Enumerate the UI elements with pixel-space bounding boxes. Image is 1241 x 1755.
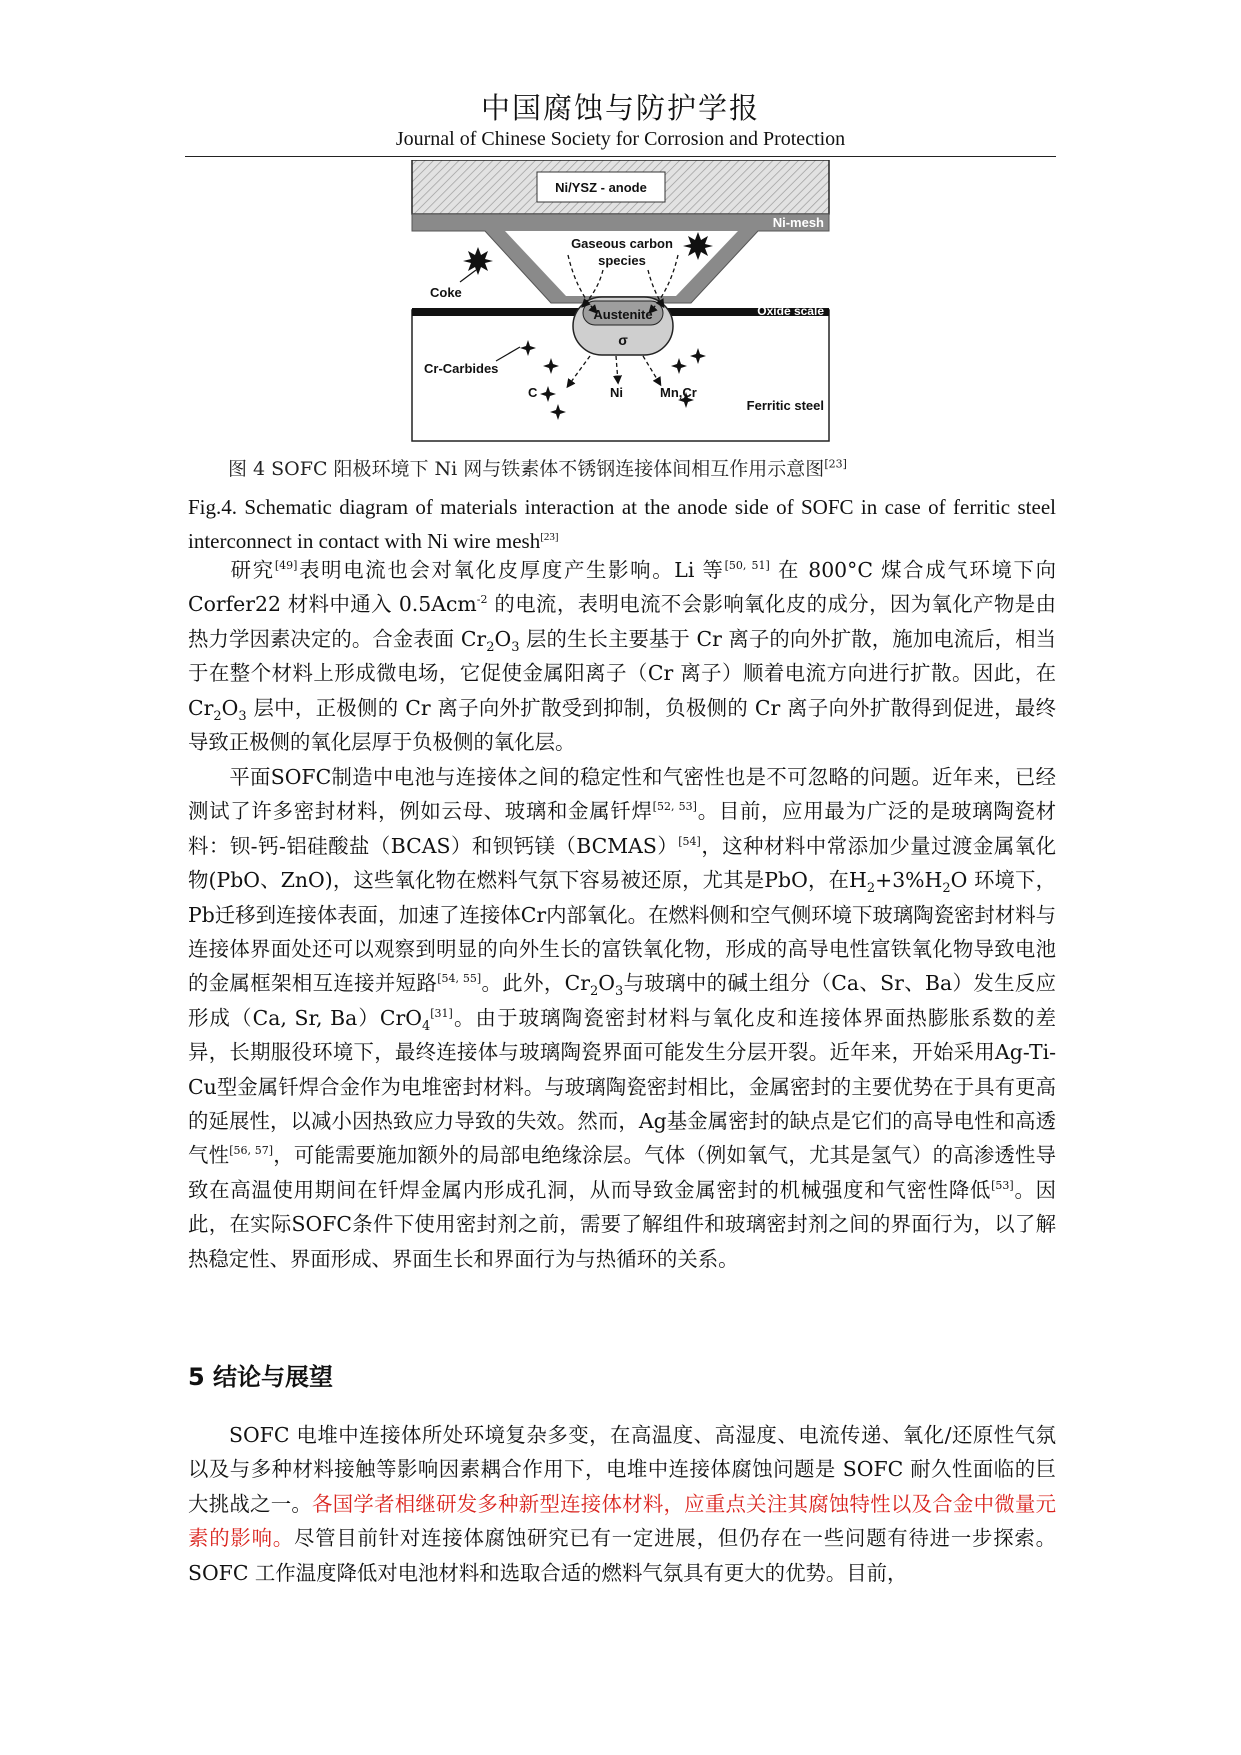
species-label: species	[598, 253, 646, 268]
anode-label: Ni/YSZ - anode	[555, 180, 647, 195]
c-label: C	[528, 385, 538, 400]
coke-starburst-left	[463, 247, 493, 275]
gaseous-carbon-label: Gaseous carbon	[571, 236, 673, 251]
mn-cr-label: Mn,Cr	[660, 385, 697, 400]
figure-4-schematic	[408, 160, 833, 445]
caption-cn-ref: [23]	[824, 457, 847, 471]
figure-caption-cn	[228, 454, 847, 481]
citation: [31]	[430, 1007, 453, 1021]
paragraph-1: 研究[49]表明电流也会对氧化皮厚度产生影响。Li 等[50, 51] 在 800°C 煤合成气环境下向 Corfer22 材料中通入 0.5Acm$^{-2}$ 的电流，表明电流不会影响氧化皮的成分，因为氧化产物是由热力学因素决定的。合金表面 $Cr_2O_3$ 层的生长主要基于 Cr 离子的向外扩散，施加电流后，相当于在整个材料上形成微电场，它促使金属阳离子（Cr 离子）顺着电流方向进行扩散。因此，在 $Cr_2O_3$ 层中，正极侧的 Cr 离子向外扩散受到抑制，负极侧的 Cr 离子向外扩散得到促进，最终导致正极侧的氧化层厚于负极侧的氧化层。	[188, 558, 1056, 755]
citation: [50, 51]	[724, 559, 770, 573]
citation: [54, 55]	[437, 972, 482, 986]
journal-title-cn: 中国腐蚀与防护学报	[480, 91, 760, 125]
coke-label: Coke	[430, 285, 462, 300]
citation: [56, 57]	[229, 1144, 274, 1158]
citation: [53]	[991, 1179, 1014, 1193]
figure-caption-en	[188, 490, 1056, 558]
highlighted-sentence: 各国学者相继研发多种新型连接体材料，应重点关注其腐蚀特性以及合金中微量元素的影响。	[188, 1491, 1057, 1551]
ni-mesh-label: Ni-mesh	[772, 215, 824, 230]
oxide-scale-label: Oxide scale	[757, 304, 824, 318]
citation: [49]	[274, 559, 298, 573]
austenite-label: Austenite	[593, 307, 653, 322]
citation: [54]	[678, 835, 701, 849]
paragraph-2: 平面SOFC制造中电池与连接体之间的稳定性和气密性也是不可忽略的问题。近年来，已经测试了许多密封材料，例如云母、玻璃和金属钎焊[52, 53]。目前，应用最为广泛的是玻璃陶瓷材料：钡-钙-铝硅酸盐（BCAS）和钡钙镁（BCMAS）[54]，这种材料中常添加少量过渡金属氧化物(PbO、ZnO)，这些氧化物在燃料气氛下容易被还原，尤其是PbO，在$H_2+3\%H_2O$ 环境下，Pb迁移到连接体表面，加速了连接体Cr内部氧化。在燃料侧和空气侧环境下玻璃陶瓷密封材料与连接体界面处还可以观察到明显的向外生长的富铁氧化物，形成的高导电性富铁氧化物导致电池的金属框架相互连接并短路[54, 55]。此外，$Cr_2O_3$与玻璃中的碱土组分（Ca、Sr、Ba）发生反应形成（Ca, Sr, Ba）CrO$_4$[31]。由于玻璃陶瓷密封材料与氧化皮和连接体界面热膨胀系数的差异，长期服役环境下，最终连接体与玻璃陶瓷界面可能发生分层开裂。近年来，开始采用Ag-Ti-Cu型金属钎焊合金作为电堆密封材料。与玻璃陶瓷密封相比，金属密封的主要优势在于具有更高的延展性，以减小因热致应力导致的失效。然而，Ag基金属密封的缺点是它们的高导电性和高透气性[56, 57]，可能需要施加额外的局部电绝缘涂层。气体（例如氧气，尤其是氢气）的高渗透性导致在高温使用期间在钎焊金属内形成孔洞，从而导致金属密封的机械强度和气密性降低[53]。因此，在实际SOFC条件下使用密封剂之前，需要了解组件和玻璃密封剂之间的界面行为，以了解热稳定性、界面形成、界面生长和界面行为与热循环的关系。	[188, 765, 1057, 1271]
ferritic-steel-label: Ferritic steel	[746, 398, 824, 413]
header-rule	[185, 156, 1056, 157]
citation: [52, 53]	[652, 800, 697, 814]
caption-en-ref: [23]	[540, 531, 559, 543]
section-5-heading: 5 结论与展望	[188, 1363, 334, 1391]
journal-title-en: Journal of Chinese Society for Corrosion and Protection	[395, 128, 846, 150]
paragraph-3: SOFC 电堆中连接体所处环境复杂多变，在高温度、高湿度、电流传递、氧化/还原性气氛以及与多种材料接触等影响因素耦合作用下，电堆中连接体腐蚀问题是 SOFC 耐久性面临的巨大挑战之一。各国学者相继研发多种新型连接体材料，应重点关注其腐蚀特性以及合金中微量元素的影响。尽管目前针对连接体腐蚀研究已有一定进展，但仍存在一些问题有待进一步探索。SOFC 工作温度降低对电池材料和选取合适的燃料气氛具有更大的优势。目前，	[188, 1423, 1057, 1585]
caption-cn-text: 图 4 SOFC 阳极环境下 Ni 网与铁素体不锈钢连接体间相互作用示意图	[228, 458, 825, 480]
sigma-label: σ	[618, 332, 628, 348]
ni-label: Ni	[610, 385, 623, 400]
caption-en-text: Fig.4. Schematic diagram of materials interaction at the anode side of SOFC in case of ferritic steel interconnect in contact with Ni wire mesh	[188, 495, 1056, 553]
cr-carbides-label: Cr-Carbides	[424, 361, 499, 376]
